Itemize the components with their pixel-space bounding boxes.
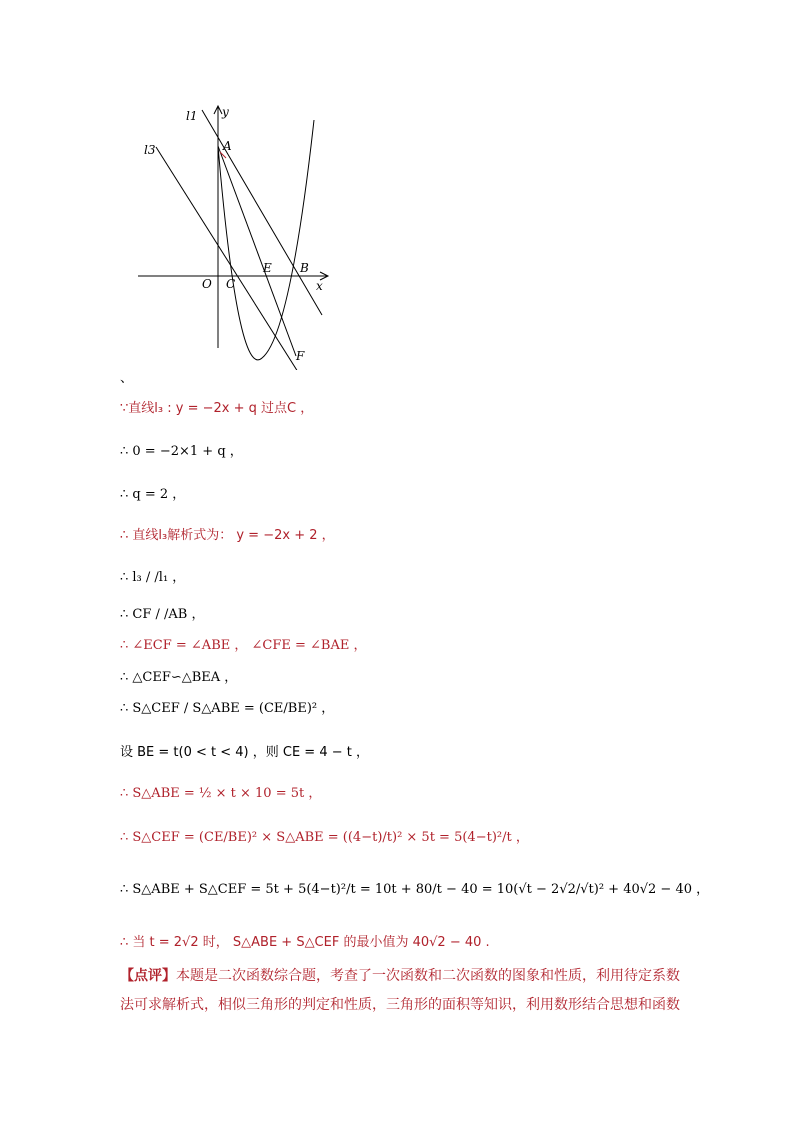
label-x: x	[316, 279, 323, 293]
solution-line-6: ∴ CF / /AB ，	[120, 607, 205, 622]
solution-line-8: ∴ △CEF∽△BEA ，	[120, 670, 238, 685]
solution-line-9: ∴ S△CEF / S△ABE = (CE/BE)² ，	[120, 701, 335, 716]
label-l3: l3	[144, 143, 156, 157]
solution-line-3: ∴ q = 2 ，	[120, 487, 186, 502]
label-O: O	[202, 277, 212, 291]
solution-line-4: ∴ 直线l₃解析式为： y = −2x + 2 ，	[120, 528, 335, 543]
stray-mark: 、	[120, 371, 134, 386]
solution-line-1: ∵直线l₃ : y = −2x + q 过点C ，	[120, 401, 314, 416]
label-F: F	[296, 349, 305, 363]
parabola	[218, 120, 314, 360]
label-C: C	[226, 277, 236, 291]
solution-line-5: ∴ l₃ / /l₁ ，	[120, 570, 186, 585]
label-y: y	[222, 105, 229, 119]
solution-line-13: ∴ S△ABE + S△CEF = 5t + 5(4−t)²/t = 10t + 80/t − 40 = 10(√t − 2√2/√t)² + 40√2 − 40 ，	[120, 882, 710, 897]
coordinate-figure	[130, 100, 340, 370]
solution-line-10: 设 BE = t(0 < t < 4) ，则 CE = 4 − t ，	[120, 745, 369, 760]
solution-line-7: ∴ ∠ECF = ∠ABE ， ∠CFE = ∠BAE ，	[120, 638, 367, 653]
label-l1: l1	[186, 109, 198, 123]
solution-line-11: ∴ S△ABE = ½ × t × 10 = 5t ，	[120, 786, 322, 801]
solution-line-12: ∴ S△CEF = (CE/BE)² × S△ABE = ((4−t)/t)² × 5t = 5(4−t)²/t ，	[120, 830, 529, 845]
label-B: B	[300, 261, 309, 275]
comment-text-2: 法可求解析式，相似三角形的判定和性质，三角形的面积等知识，利用数形结合思想和函数	[120, 997, 680, 1013]
label-E: E	[263, 261, 272, 275]
comment-tag: 【点评】	[120, 968, 176, 984]
solution-line-14: ∴ 当 t = 2√2 时， S△ABE + S△CEF 的最小值为 40√2 − 40 .	[120, 935, 490, 950]
comment-block	[120, 962, 680, 1020]
line-l3	[156, 147, 298, 370]
solution-line-2: ∴ 0 = −2×1 + q ，	[120, 444, 243, 459]
line-l1	[202, 110, 322, 315]
label-A: A	[223, 139, 232, 153]
comment-text-1: 本题是二次函数综合题，考查了一次函数和二次函数的图象和性质，利用待定系数	[176, 968, 680, 984]
